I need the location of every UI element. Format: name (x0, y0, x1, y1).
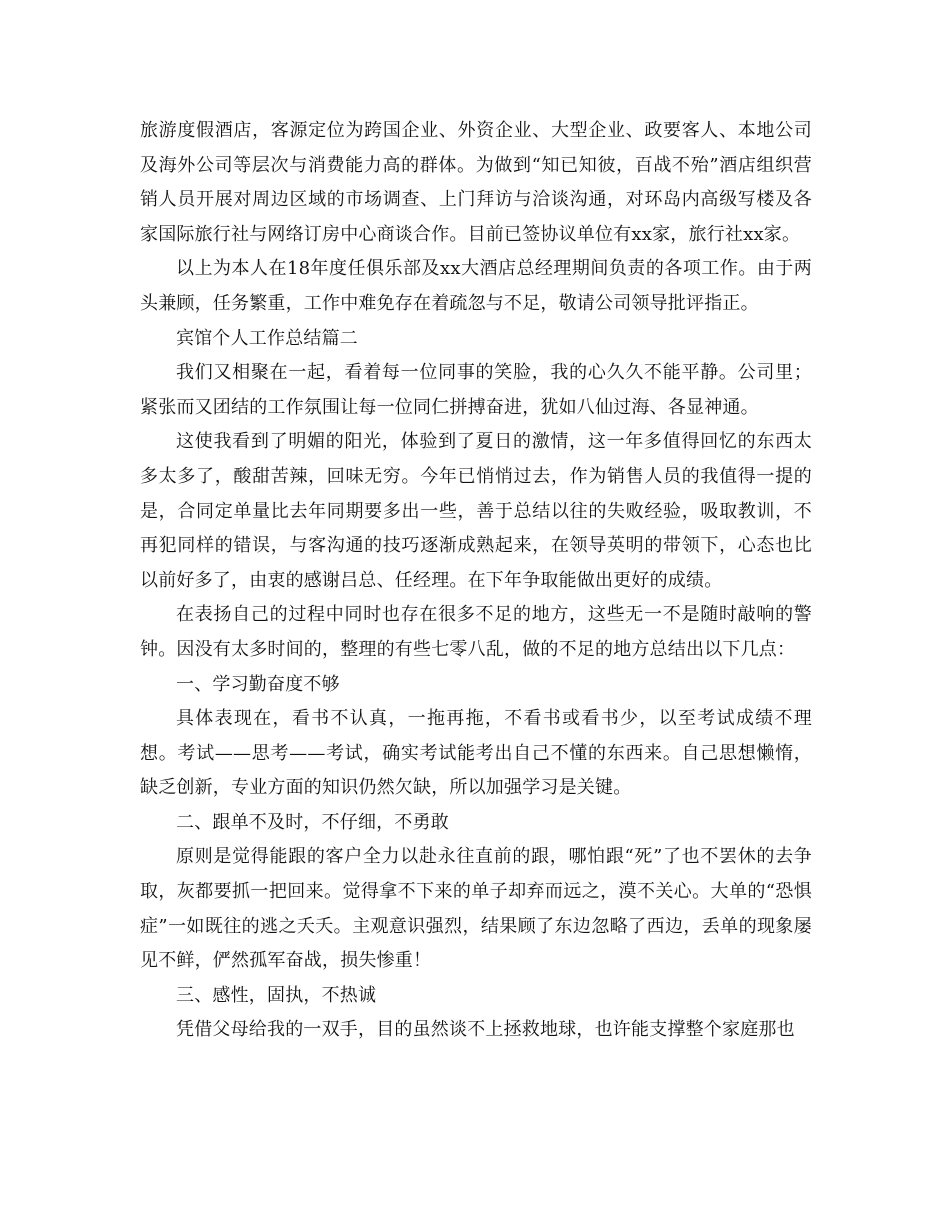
paragraph-point-one: 具体表现在，看书不认真，一拖再拖，不看书或看书少，以至考试成绩不理想。考试——思考——考试，确实考试能考出自己不懂的东西来。自己思想懒惰，缺乏创新，专业方面的知识仍然欠缺，所以加强学习是关键。 (140, 708, 812, 799)
paragraph-shortcomings-intro: 在表扬自己的过程中同时也存在很多不足的地方，这些无一不是随时敲响的警钟。因没有太多时间的，整理的有些七零八乱，做的不足的地方总结出以下几点： (140, 604, 812, 660)
document-body (140, 114, 812, 1048)
paragraph-point-two: 原则是觉得能跟的客户全力以赴永往直前的跟，哪怕跟“死”了也不罢休的去争取，灰都要抓一把回来。觉得拿不下来的单子却弃而远之，漠不关心。大单的“恐惧症”一如既往的逃之夭夭。主观意识强烈，结果顾了东边忽略了西边，丢单的现象屡见不鲜，俨然孤军奋战，损失惨重！ (140, 846, 812, 972)
paragraph-hotel-positioning: 旅游度假酒店，客源定位为跨国企业、外资企业、大型企业、政要客人、本地公司及海外公司等层次与消费能力高的群体。为做到“知已知彼，百战不殆”酒店组织营销人员开展对周边区域的市场调查、上门拜访与洽谈沟通，对环岛内高级写楼及各家国际旅行社与网络订房中心商谈合作。目前已签协议单位有xx家，旅行社xx家。 (140, 120, 812, 245)
paragraph-year-review: 这使我看到了明媚的阳光，体验到了夏日的激情，这一年多值得回忆的东西太多太多了，酸甜苦辣，回味无穷。今年已悄悄过去，作为销售人员的我值得一提的是，合同定单量比去年同期要多出一些，善于总结以往的失败经验，吸取教训，不再犯同样的错误，与客沟通的技巧逐渐成熟起来，在领导英明的带领下，心态也比以前好多了，由衷的感谢吕总、任经理。在下年争取能做出更好的成绩。 (140, 431, 812, 591)
section-title-part-two: 宾馆个人工作总结篇二 (176, 327, 358, 349)
paragraph-point-three: 凭借父母给我的一双手，目的虽然谈不上拯救地球，也许能支撑整个家庭那也 (176, 1019, 795, 1041)
heading-point-three: 三、感性，固执，不热诚 (176, 984, 377, 1006)
heading-point-two: 二、跟单不及时，不仔细，不勇敢 (176, 811, 449, 833)
paragraph-reunion: 我们又相聚在一起，看着每一位同事的笑脸，我的心久久不能平静。公司里；紧张而又团结的工作氛围让每一位同仁拼搏奋进，犹如八仙过海、各显神通。 (140, 362, 812, 418)
heading-point-one: 一、学习勤奋度不够 (176, 673, 340, 695)
paragraph-summary-closing: 以上为本人在18年度任俱乐部及xx大酒店总经理期间负责的各项工作。由于两头兼顾，任务繁重，工作中难免存在着疏忽与不足，敬请公司领导批评指正。 (140, 258, 812, 314)
